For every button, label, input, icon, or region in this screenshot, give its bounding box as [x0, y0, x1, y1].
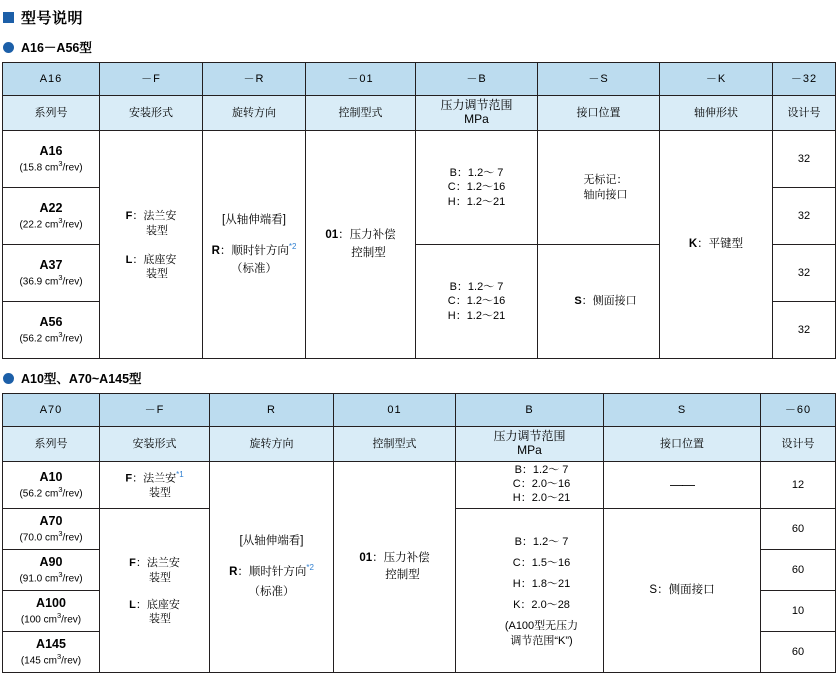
port-cell-axial [538, 131, 660, 245]
code-cell-mounting: －F [100, 63, 203, 96]
model-cell-a16 [3, 131, 100, 188]
design-cell: 10 [761, 591, 836, 632]
model-displacement: (56.2 $cm^3/rev$) [19, 484, 83, 500]
header-shaft: 轴伸形状 [660, 96, 773, 131]
pressure-cell-a10 [456, 462, 604, 509]
header-design: 设计号 [761, 427, 836, 462]
pressure-item: B：1.2～ 7 [514, 536, 569, 549]
model-code-table-1 [2, 62, 836, 359]
header-series: 系列号 [3, 427, 100, 462]
pressure-item: H：1.2～21 [447, 309, 506, 322]
pressure-note-line2: 调节范围“K”) [510, 634, 573, 647]
header-port: 接口位置 [538, 96, 660, 131]
model-displacement: (91.0 $cm^3/rev$) [19, 569, 83, 585]
control-line1: 01：压力补偿 [359, 551, 430, 564]
model-code-table-2 [2, 393, 836, 673]
table-row-headers [3, 427, 836, 462]
model-name: A90 [39, 554, 63, 569]
header-pressure [416, 96, 538, 131]
model-displacement: (36.9 $cm^3/rev$) [19, 272, 83, 288]
header-rotation: 旋转方向 [203, 96, 306, 131]
section-2-heading-text: A10型、A70~A145型 [21, 372, 142, 386]
page-title [3, 7, 837, 28]
table-row-headers [3, 96, 836, 131]
pressure-item: H：1.2～21 [447, 195, 506, 208]
model-displacement: (56.2 $cm^3/rev$) [19, 329, 83, 345]
pressure-item: B：1.2～ 7 [514, 464, 569, 477]
port-side-text: S：侧面接口 [649, 583, 715, 596]
table-row-codes [3, 63, 836, 96]
port-line1: 无标记： [583, 173, 628, 186]
model-cell-a22 [3, 188, 100, 245]
code-cell-series: A16 [3, 63, 100, 96]
model-cell-a56 [3, 302, 100, 359]
section-2-heading [3, 369, 837, 387]
model-cell-a145 [3, 632, 100, 673]
mounting-cell-a10: F：法兰安$^{*1}$ 装型 [100, 462, 210, 509]
bullet-dot-icon [3, 373, 14, 384]
header-pressure-line2: MPa [464, 112, 489, 126]
pressure-item: B：1.2～ 7 [449, 280, 504, 293]
page-root [0, 7, 837, 667]
design-cell: 32 [773, 131, 836, 188]
rotation-line2: R：顺时针方向$^{*2}$ [211, 241, 297, 257]
code-cell-port: －S [538, 63, 660, 96]
pressure-item: H：1.8～21 [512, 578, 571, 591]
code-cell-rotation: R [210, 394, 334, 427]
section-1-heading-text: A16－A56型 [21, 41, 92, 55]
table-row-codes [3, 394, 836, 427]
header-rotation: 旋转方向 [210, 427, 334, 462]
header-pressure-line2: MPa [517, 443, 542, 457]
header-series: 系列号 [3, 96, 100, 131]
model-displacement: (22.2 $cm^3/rev$) [19, 215, 83, 231]
code-cell-series: A70 [3, 394, 100, 427]
port-side-text: S：侧面接口 [574, 295, 637, 308]
port-line2: 轴向接口 [583, 188, 628, 201]
header-pressure-line1: 压力调节范围 [440, 98, 513, 113]
model-name: A56 [39, 314, 63, 329]
header-design: 设计号 [773, 96, 836, 131]
square-marker-icon [3, 12, 14, 23]
model-cell-a70 [3, 509, 100, 550]
bullet-dot-icon [3, 42, 14, 53]
rotation-line3: （标准） [231, 263, 277, 276]
code-cell-control: －01 [306, 63, 416, 96]
pressure-item: C：1.2～16 [447, 295, 506, 308]
model-name: A10 [39, 469, 63, 484]
header-port: 接口位置 [604, 427, 761, 462]
port-cell-side [538, 245, 660, 359]
port-none-text: —— [670, 477, 694, 493]
pressure-item: H：2.0～21 [512, 491, 571, 504]
design-cell: 60 [761, 632, 836, 673]
control-cell [306, 131, 416, 359]
design-cell: 32 [773, 245, 836, 302]
page-title-text: 型号说明 [21, 10, 84, 27]
model-displacement: (15.8 $cm^3/rev$) [19, 158, 83, 174]
rotation-line1: [从轴伸端看] [222, 213, 286, 226]
header-pressure-line1: 压力调节范围 [493, 429, 566, 444]
pressure-cell-group1 [416, 131, 538, 245]
design-cell: 32 [773, 188, 836, 245]
model-cell-a90 [3, 550, 100, 591]
shaft-cell [660, 131, 773, 359]
pressure-note-line1: (A100型无压力 [504, 619, 579, 632]
design-cell: 60 [761, 550, 836, 591]
rotation-line1: [从轴伸端看] [239, 534, 304, 547]
rotation-cell [203, 131, 306, 359]
pressure-item: K：2.0～28 [513, 599, 570, 612]
rotation-line3: （标准） [248, 585, 295, 598]
header-mounting: 安装形式 [100, 96, 203, 131]
pressure-cell-group2 [416, 245, 538, 359]
model-name: A16 [39, 143, 63, 158]
table-row [3, 462, 836, 509]
model-cell-a37 [3, 245, 100, 302]
port-cell-rest [604, 509, 761, 673]
code-cell-design: －60 [761, 394, 836, 427]
mounting-cell-rest: F：法兰安 装型 L：底座安 装型 [100, 509, 210, 673]
pressure-cell-rest [456, 509, 604, 673]
pressure-item: C：1.2～16 [447, 181, 506, 194]
mounting-cell: F：法兰安 装型 L：底座安 装型 [100, 131, 203, 359]
control-line2: 控制型 [351, 246, 386, 259]
pressure-item: C：2.0～16 [512, 478, 571, 491]
model-cell-a10 [3, 462, 100, 509]
model-name: A37 [39, 257, 63, 272]
code-cell-design: －32 [773, 63, 836, 96]
code-cell-control: 01 [334, 394, 456, 427]
header-pressure [456, 427, 604, 462]
design-cell: 12 [761, 462, 836, 509]
code-cell-rotation: －R [203, 63, 306, 96]
header-control: 控制型式 [306, 96, 416, 131]
model-displacement: (100 $cm^3/rev$) [20, 610, 82, 626]
model-name: A145 [36, 636, 66, 651]
model-name: A22 [39, 200, 63, 215]
code-cell-shaft: －K [660, 63, 773, 96]
code-cell-pressure: －B [416, 63, 538, 96]
pressure-item: B：1.2～ 7 [449, 166, 504, 179]
section-1-heading [3, 38, 837, 56]
model-name: A70 [39, 513, 63, 528]
code-cell-mounting: －F [100, 394, 210, 427]
code-cell-port: S [604, 394, 761, 427]
model-displacement: (70.0 $cm^3/rev$) [19, 528, 83, 544]
table-row [3, 131, 836, 188]
model-displacement: (145 $cm^3/rev$) [20, 651, 82, 667]
port-cell-a10 [604, 462, 761, 509]
code-cell-pressure: B [456, 394, 604, 427]
pressure-item: C：1.5～16 [512, 557, 571, 570]
design-cell: 60 [761, 509, 836, 550]
header-control: 控制型式 [334, 427, 456, 462]
rotation-line2: R：顺时针方向$^{*2}$ [229, 563, 314, 579]
control-line1: 01：压力补偿 [325, 229, 396, 242]
shaft-text: K：平键型 [688, 237, 744, 250]
control-cell [334, 462, 456, 673]
design-cell: 32 [773, 302, 836, 359]
rotation-cell [210, 462, 334, 673]
model-cell-a100 [3, 591, 100, 632]
control-line2: 控制型 [385, 569, 420, 581]
model-name: A100 [36, 595, 66, 610]
header-mounting: 安装形式 [100, 427, 210, 462]
